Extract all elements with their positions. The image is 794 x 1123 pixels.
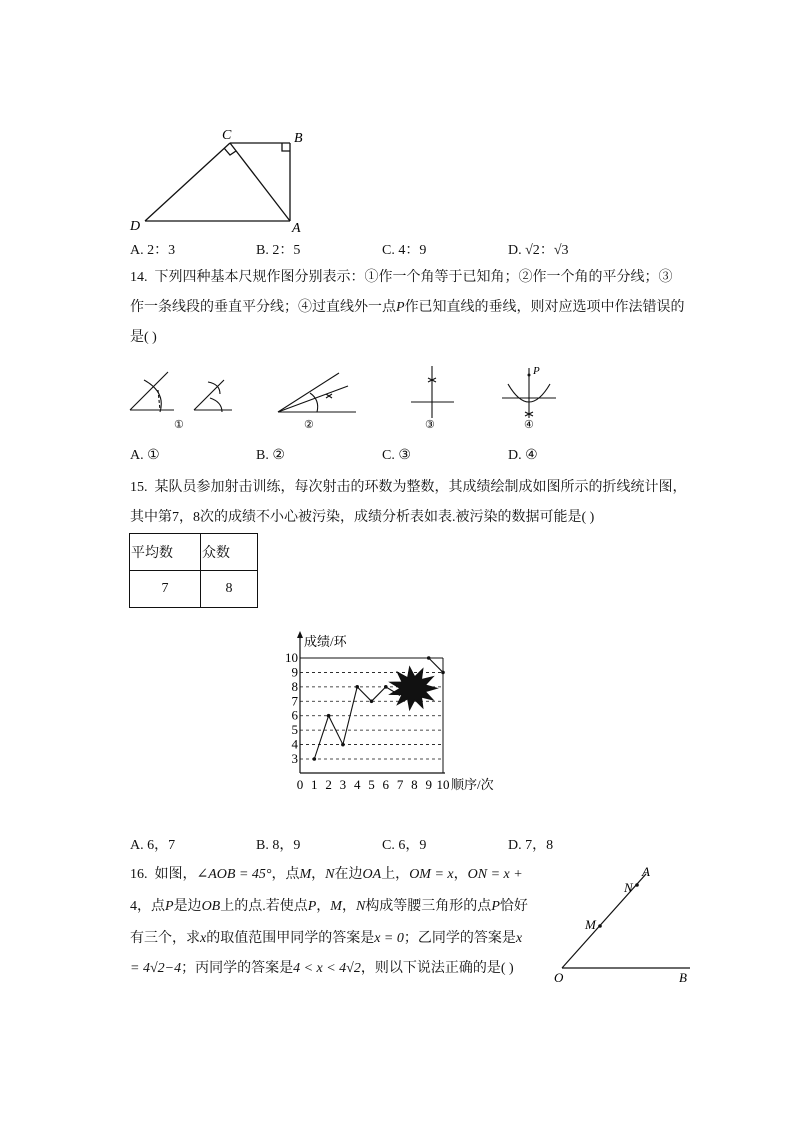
label-d: D xyxy=(130,219,141,234)
table-value-mean: 7 xyxy=(130,571,201,608)
x-tick-label: 9 xyxy=(425,777,432,792)
x-tick-label: 6 xyxy=(382,777,390,792)
x-axis-label: 顺序/次 xyxy=(451,777,494,792)
q15-option-d[interactable]: D. 7，8 xyxy=(508,838,554,853)
table-value-mode: 8 xyxy=(201,571,258,608)
q16-figure xyxy=(550,862,700,986)
x-tick-label: 3 xyxy=(339,777,347,792)
y-axis-arrow xyxy=(297,631,303,638)
label-c: C xyxy=(222,128,232,143)
q15-analysis-table xyxy=(129,533,258,608)
y-tick-label: 10 xyxy=(285,650,298,665)
x-tick-label: 0 xyxy=(296,777,304,792)
segment-ca xyxy=(230,143,290,221)
y-tick-label: 5 xyxy=(291,722,298,738)
label-n: N xyxy=(624,880,633,895)
label-a: A xyxy=(642,864,650,879)
label-b: B xyxy=(679,970,687,985)
x-tick-label: 7 xyxy=(396,777,404,792)
right-angle-mark-b xyxy=(282,143,290,151)
q14-fig-label-3: ③ xyxy=(425,419,435,431)
q14-fig-label-4: ④ xyxy=(524,419,534,431)
q14-point-p: P xyxy=(533,365,540,377)
q14-option-b[interactable]: B. ② xyxy=(256,448,285,463)
y-tick-label: 9 xyxy=(291,664,298,680)
y-tick-label: 4 xyxy=(291,736,298,752)
q15-option-a[interactable]: A. 6，7 xyxy=(130,838,176,853)
q15-option-b[interactable]: B. 8，9 xyxy=(256,838,301,853)
data-point xyxy=(341,743,345,747)
data-point xyxy=(327,714,331,718)
series-line-end xyxy=(429,658,443,672)
q13-option-b[interactable]: B. 2：5 xyxy=(256,243,301,258)
q14-figures xyxy=(124,360,564,432)
q16-line2: 4，点P是边OB上的点.若使点P，M，N构成等腰三角形的点P恰好 xyxy=(130,899,528,914)
q14-fig-label-1: ① xyxy=(174,419,184,431)
y-axis-label: 成绩/环 xyxy=(304,634,347,649)
series-line xyxy=(314,687,386,759)
x-tick-label: 8 xyxy=(411,777,418,792)
y-tick-label: 8 xyxy=(291,678,298,694)
q14-option-a[interactable]: A. ① xyxy=(130,448,160,463)
y-tick-label: 6 xyxy=(291,707,298,723)
q14-fig-label-2: ② xyxy=(304,419,314,431)
label-m: M xyxy=(585,917,596,932)
x-tick-label: 4 xyxy=(353,777,361,792)
q16-line1: 16. 如图，∠AOB = 45°，点M，N在边OA上，OM = x，ON = x + xyxy=(130,867,523,882)
x-tick-label: 2 xyxy=(325,777,332,792)
y-tick-label: 3 xyxy=(291,751,298,766)
q13-option-d[interactable]: D. √2：√3 xyxy=(508,243,569,258)
data-point xyxy=(384,685,388,689)
data-point xyxy=(313,757,317,761)
q16-line3: 有三个，求x的取值范围甲同学的答案是x = 0；乙同学的答案是x xyxy=(130,931,523,946)
data-point xyxy=(441,671,445,675)
q14-line3: 是( ) xyxy=(130,330,157,345)
point-n xyxy=(635,883,639,887)
x-tick-label: 5 xyxy=(368,777,375,792)
q16-line4: = 4√2−4；丙同学的答案是4 < x < 4√2，则以下说法正确的是( ) xyxy=(130,961,514,976)
data-point xyxy=(427,656,431,660)
ink-stain xyxy=(390,667,437,710)
point-m xyxy=(598,924,602,928)
label-a: A xyxy=(292,221,301,236)
q15-option-c[interactable]: C. 6，9 xyxy=(382,838,427,853)
q13-option-c[interactable]: C. 4：9 xyxy=(382,243,427,258)
q15-line1: 15. 某队员参加射击训练，每次射击的环数为整数，其成绩绘制成如图所示的折线统计图， xyxy=(130,480,687,495)
q14-line1: 14. 下列四种基本尺规作图分别表示：①作一个角等于已知角；②作一个角的平分线；③ xyxy=(130,270,673,285)
data-point xyxy=(355,685,359,689)
label-o: O xyxy=(554,970,564,985)
q15-line-chart xyxy=(280,628,520,800)
label-b: B xyxy=(294,131,303,146)
data-point xyxy=(370,699,374,703)
ray-oa xyxy=(562,874,646,968)
segment-dc xyxy=(145,143,230,221)
table-header-mode: 众数 xyxy=(201,534,258,571)
x-tick-label: 1 xyxy=(311,777,318,792)
y-tick-label: 7 xyxy=(291,693,298,709)
q14-line2: 作一条线段的垂直平分线；④过直线外一点P作已知直线的垂线，则对应选项中作法错误的 xyxy=(130,300,685,315)
q13-figure xyxy=(120,120,320,238)
table-header-mean: 平均数 xyxy=(130,534,201,571)
q13-option-a[interactable]: A. 2：3 xyxy=(130,243,176,258)
q15-line2: 其中第7，8次的成绩不小心被污染，成绩分析表如表.被污染的数据可能是( ) xyxy=(130,510,595,525)
x-tick-label: 10 xyxy=(436,777,450,792)
q14-option-c[interactable]: C. ③ xyxy=(382,448,411,463)
q14-option-d[interactable]: D. ④ xyxy=(508,448,538,463)
